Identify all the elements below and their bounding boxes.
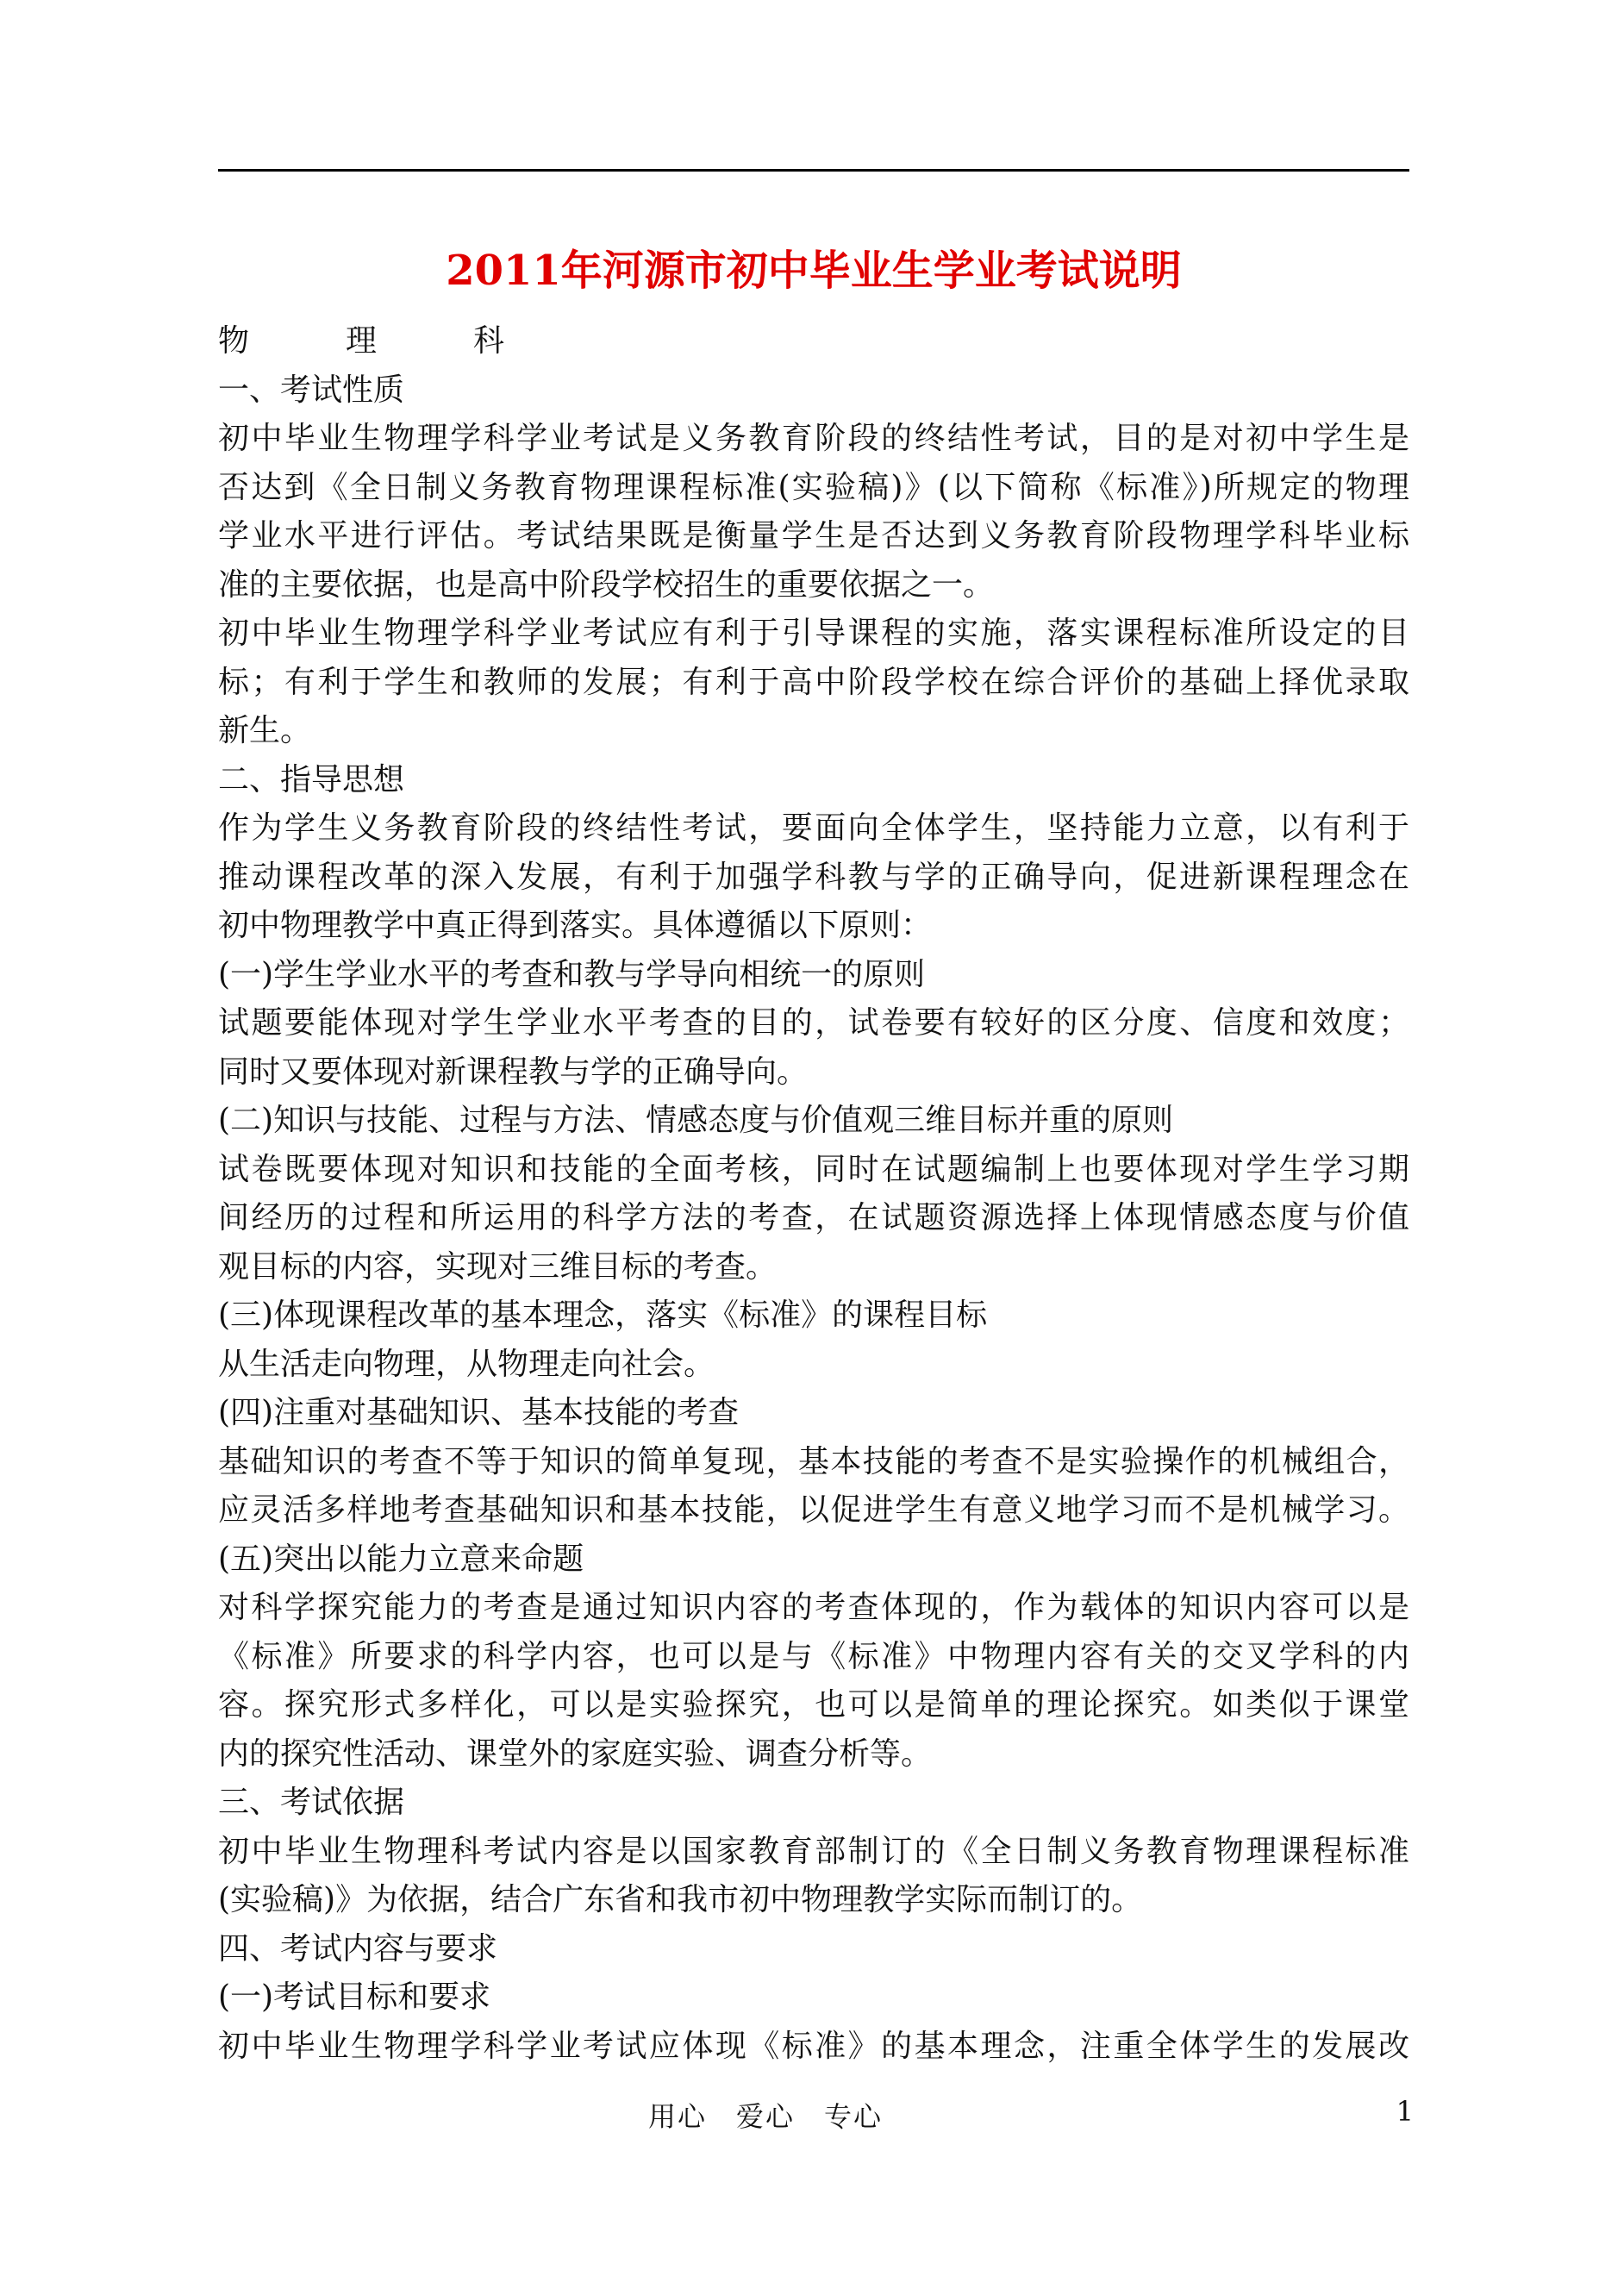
text-line: 应灵活多样地考查基础知识和基本技能，以促进学生有意义地学习而不是机械学习。 (218, 1492, 1409, 1528)
text-line: 初中毕业生物理学科学业考试应有利于引导课程的实施，落实课程标准所设定的目 (218, 616, 1409, 651)
text-line: 观目标的内容，实现对三维目标的考查。 (218, 1248, 778, 1285)
page-number: 1 (1396, 2095, 1414, 2128)
text-line: (一)学生学业水平的考查和教与学导向相统一的原则 (218, 956, 926, 992)
header-rule (218, 169, 1409, 172)
text-line: 准的主要依据，也是高中阶段学校招生的重要依据之一。 (218, 566, 995, 603)
text-line: 间经历的过程和所运用的科学方法的考查，在试题资源选择上体现情感态度与价值 (218, 1200, 1409, 1235)
text-line: (五)突出以能力立意来命题 (218, 1541, 584, 1577)
text-line: (实验稿)》为依据，结合广东省和我市初中物理教学实际而制订的。 (218, 1882, 1143, 1917)
footer-motto: 用心 爱心 专心 (648, 2100, 884, 2133)
text-line: 四、考试内容与要求 (218, 1930, 498, 1967)
text-line: 作为学生义务教育阶段的终结性考试，要面向全体学生，坚持能力立意，以有利于 (218, 810, 1409, 846)
text-line: 初中物理教学中真正得到落实。具体遵循以下原则： (218, 908, 933, 943)
text-line: 试题要能体现对学生学业水平考查的目的，试卷要有较好的区分度、信度和效度； (218, 1005, 1409, 1041)
document-body (218, 317, 1409, 2071)
text-line: 标；有利于学生和教师的发展；有利于高中阶段学校在综合评价的基础上择优录取 (218, 664, 1409, 700)
text-line: 学业水平进行评估。考试结果既是衡量学生是否达到义务教育阶段物理学科毕业标 (218, 518, 1409, 553)
text-line: (一)考试目标和要求 (218, 1979, 491, 2015)
text-line: 内的探究性活动、课堂外的家庭实验、调查分析等。 (218, 1735, 933, 1772)
text-line: 基础知识的考查不等于知识的简单复现，基本技能的考查不是实验操作的机械组合， (218, 1443, 1409, 1479)
text-line: 初中毕业生物理科考试内容是以国家教育部制订的《全日制义务教育物理课程标准 (218, 1833, 1409, 1869)
text-line: 新生。 (218, 713, 312, 748)
text-line: 初中毕业生物理学科学业考试是义务教育阶段的终结性考试，目的是对初中学生是 (218, 421, 1409, 456)
text-line: 物 理 科 (218, 323, 538, 359)
text-line: 从生活走向物理，从物理走向社会。 (218, 1346, 715, 1382)
text-line: (二)知识与技能、过程与方法、情感态度与价值观三维目标并重的原则 (218, 1103, 1174, 1138)
text-line: 容。探究形式多样化，可以是实验探究，也可以是简单的理论探究。如类似于课堂 (218, 1687, 1409, 1723)
document-title: 2011年河源市初中毕业生学业考试说明 (446, 247, 1182, 295)
text-line: 同时又要体现对新课程教与学的正确导向。 (218, 1054, 809, 1090)
text-line: 试卷既要体现对知识和技能的全面考核，同时在试题编制上也要体现对学生学习期 (218, 1151, 1409, 1187)
text-line: 推动课程改革的深入发展，有利于加强学科教与学的正确导向，促进新课程理念在 (218, 859, 1409, 895)
text-line: 对科学探究能力的考查是通过知识内容的考查体现的，作为载体的知识内容可以是 (218, 1590, 1409, 1625)
text-line: 初中毕业生物理学科学业考试应体现《标准》的基本理念，注重全体学生的发展改 (218, 2028, 1409, 2064)
text-line: 三、考试依据 (218, 1785, 405, 1820)
text-line: 否达到《全日制义务教育物理课程标准(实验稿)》(以下简称《标准》)所规定的物理 (218, 469, 1409, 505)
text-line: (四)注重对基础知识、基本技能的考查 (218, 1395, 740, 1430)
text-line: 一、考试性质 (218, 372, 405, 408)
text-line: (三)体现课程改革的基本理念，落实《标准》的课程目标 (218, 1298, 988, 1333)
text-line: 《标准》所要求的科学内容，也可以是与《标准》中物理内容有关的交叉学科的内 (218, 1638, 1409, 1674)
text-line: 二、指导思想 (218, 761, 405, 797)
